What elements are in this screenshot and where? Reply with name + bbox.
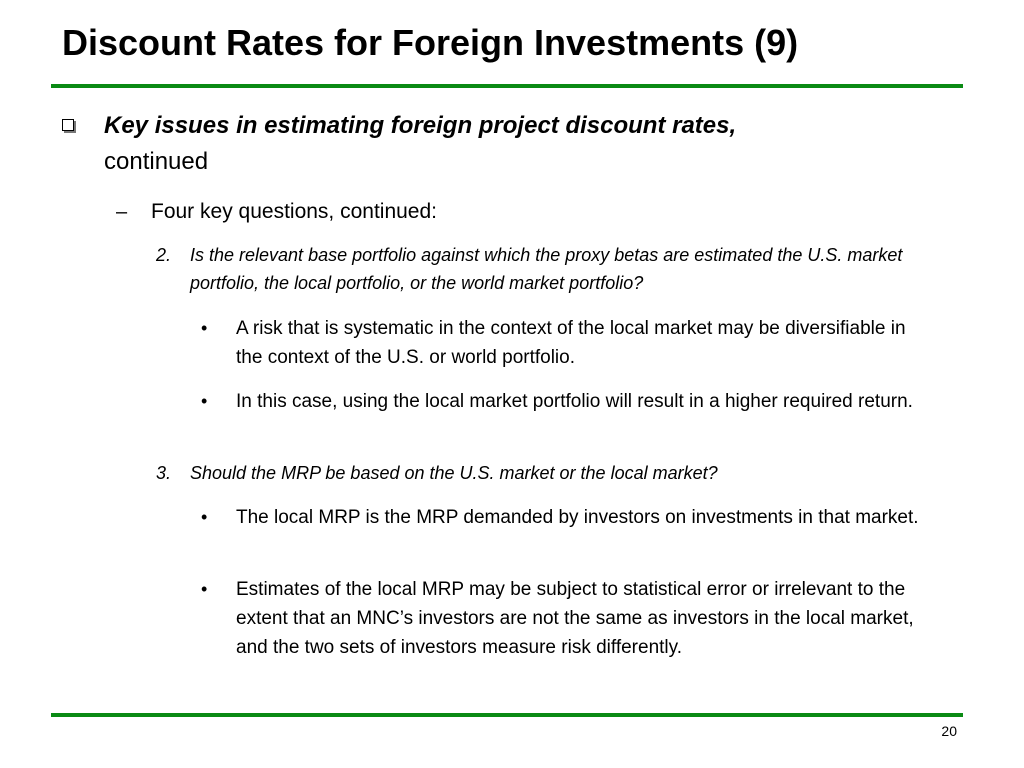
question-2-bullet-2-marker: • [201, 391, 208, 411]
question-3-bullet-2: Estimates of the local MRP may be subject to statistical error or irrelevant to the extent that an MNC’s investors are not the same as investors in the local market, and the two sets of investors measure risk differently. [236, 579, 914, 658]
key-issues-emphasis: Key issues in estimating foreign project discount rates, [104, 112, 737, 139]
dash-bullet: – [116, 201, 128, 223]
key-issues-heading [104, 108, 904, 180]
question-3-bullet-1-marker: • [201, 507, 208, 527]
question-3-text: Should the MRP be based on the U.S. market or the local market? [190, 463, 718, 483]
question-2-text: Is the relevant base portfolio against which the proxy betas are estimated the U.S. market portfolio, the local portfolio, or the world market portfolio? [190, 245, 903, 293]
hollow-square-bullet-icon [62, 119, 74, 131]
key-issues-continued: continued [104, 148, 209, 175]
four-questions-subheading: Four key questions, continued: [151, 200, 438, 223]
slide-title: Discount Rates for Foreign Investments (9) [62, 22, 799, 63]
question-2-bullet-2: In this case, using the local market portfolio will result in a higher required return. [236, 391, 913, 412]
question-3-number: 3. [156, 463, 172, 483]
question-2-bullet-1: A risk that is systematic in the context of the local market may be diversifiable in the context of the U.S. or world portfolio. [236, 318, 906, 368]
question-3-bullet-1: The local MRP is the MRP demanded by investors on investments in that market. [236, 507, 919, 528]
page-number: 20 [941, 723, 957, 739]
title-divider [51, 84, 963, 88]
question-2-bullet-1-marker: • [201, 318, 208, 338]
question-2-number: 2. [156, 245, 172, 265]
footer-divider [51, 713, 963, 717]
question-3-bullet-2-marker: • [201, 579, 208, 599]
